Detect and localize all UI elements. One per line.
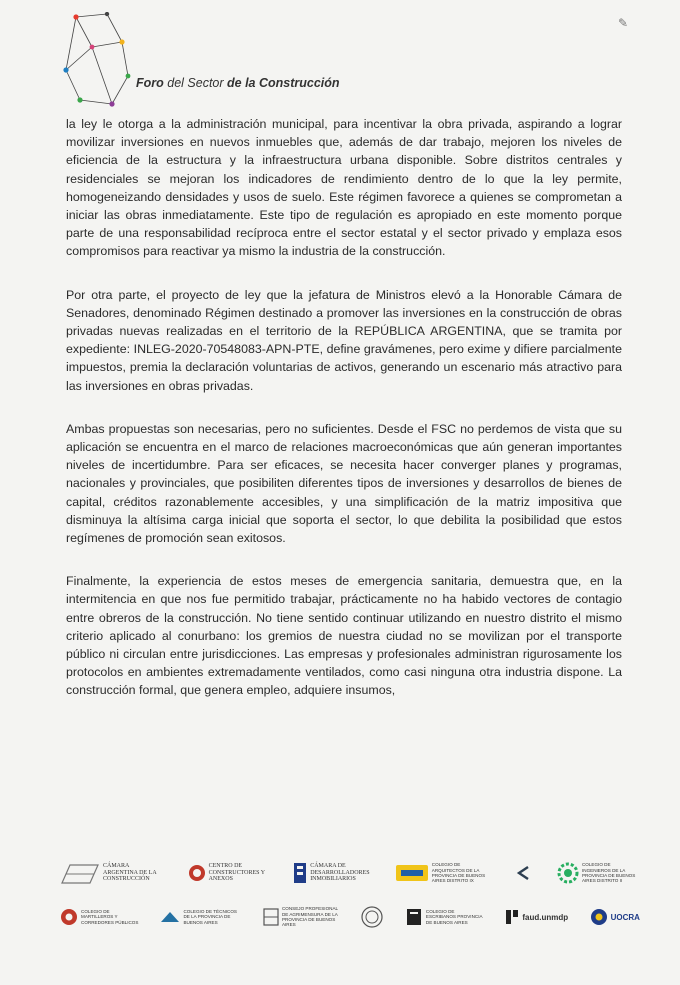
corner-scan-mark-icon: ✎ bbox=[618, 16, 629, 30]
org-name-camarco: CÁMARA ARGENTINA DE LA CONSTRUCCIÓN bbox=[103, 863, 157, 883]
org-logo-seal bbox=[361, 906, 383, 928]
org-name-uocra: UOCRA bbox=[610, 912, 640, 922]
member-logos-row-2 bbox=[60, 899, 640, 935]
martilleros-emblem-icon bbox=[60, 908, 78, 926]
org-name-martilleros: COLEGIO DE MARTILLEROS Y CORREDORES PÚBLICOS bbox=[81, 908, 139, 925]
member-logos-row-1 bbox=[60, 855, 640, 891]
camarco-emblem-icon bbox=[60, 861, 100, 885]
org-name-agrimensura: CONSEJO PROFESIONAL DE AGRIMENSURA DE LA PROVINCIA DE BUENOS AIRES bbox=[281, 906, 338, 928]
org-name-escribanos: COLEGIO DE ESCRIBANOS PROVINCIA DE BUENOS AIRES bbox=[425, 908, 483, 925]
org-logo-martilleros bbox=[60, 908, 139, 926]
org-name-cedu: CÁMARA DE DESARROLLADORES INMOBILIARIOS bbox=[310, 863, 370, 883]
paragraph-3: Ambas propuestas son necesarias, pero no suficientes. Desde el FSC no perdemos de vista que su aplicación se encuentra en el marco de relaciones macroeconómicas que aún generan importantes niveles de incertidumbre. Para ser eficaces, se necesita hacer converger planes y programas, nacionales y provinciales, que posibiliten diferentes tipos de inversiones y desarrollos de bienes de capital, créditos razonablemente accesibles, y una simplificación de la matriz impositiva que disminuya la altísima carga inicial que soporta el sector, lo que debilita la posibilidad que estos regímenes de promoción sean exitosos. bbox=[66, 421, 622, 546]
brand-part1: Foro bbox=[136, 76, 164, 90]
org-logo-colegio-ingenieros bbox=[557, 862, 640, 884]
org-logo-faud bbox=[505, 909, 568, 925]
faud-emblem-icon bbox=[505, 909, 519, 925]
escribanos-emblem-icon bbox=[405, 907, 423, 927]
colegio-ingenieros-gear-icon bbox=[557, 862, 579, 884]
org-name-colegio-arquitectos: COLEGIO DE ARQUITECTOS DE LA PROVINCIA DE BUENOS AIRES DISTRITO IX bbox=[431, 862, 486, 884]
foro-logo-graphic bbox=[62, 12, 142, 112]
cedu-emblem-icon bbox=[293, 862, 307, 884]
member-logos-footer bbox=[60, 855, 640, 943]
centro-constructores-emblem-icon bbox=[188, 864, 206, 882]
uocra-emblem-icon bbox=[590, 908, 608, 926]
org-logo-colegio-arquitectos bbox=[395, 862, 490, 884]
letter-body bbox=[66, 115, 622, 725]
org-name-colegio-tecnicos: COLEGIO DE TÉCNICOS DE LA PROVINCIA DE BUENOS AIRES bbox=[183, 908, 237, 925]
colegio-arquitectos-emblem-icon bbox=[395, 863, 429, 883]
foro-logo-text bbox=[136, 76, 340, 90]
org-logo-escribanos bbox=[405, 907, 484, 927]
org-name-faud: faud.unmdp bbox=[522, 912, 569, 922]
brand-part3: de la Construcción bbox=[227, 76, 340, 90]
paragraph-4: Finalmente, la experiencia de estos meses de emergencia sanitaria, demuestra que, en la intermitencia en que nos fue permitido trabajar, prácticamente no ha habido vectores de contagio entre obreros de la construcción. No tiene sentido continuar utilizando en nuestro distrito el mismo criterio aplicado al conurbano: los gremios de nuestra ciudad no se movilizan por el transporte público ni circulan entre jurisdicciones. Las empresas y profesionales administran rigurosamente los protocolos en ambientes extremadamente ventilados, como casi ninguna otra industria dispone. La construcción formal, que genera empleo, adquiere insumos, bbox=[66, 574, 622, 698]
arrow-emblem-icon bbox=[516, 865, 530, 881]
paragraph-1: la ley le otorga a la administración municipal, para incentivar la obra privada, aspirando a lograr movilizar inversiones en nuevos inmuebles que, además de dar trabajo, mejoren los niveles de eficiencia de la estructura y la infraestructura urbana disponible. Sobre distritos centrales y residenciales se mejoran los indicadores de rendimiento dentro de lo que la ley permite, homogeneizando densidades y usos de suelo. Este régimen favorece a quienes se comprometan a iniciar las obras inmediatamente. Este tipo de regulación es apropiado en este momento porque parte de una responsabilidad recíproca entre el sector estatal y el sector privado y emplaza esos compromisos para reactivar ya mismo la industria de la construcción. bbox=[66, 117, 622, 259]
org-logo-arrow bbox=[516, 865, 530, 881]
org-logo-colegio-tecnicos bbox=[160, 909, 241, 925]
colegio-tecnicos-emblem-icon bbox=[160, 910, 180, 924]
org-name-colegio-ingenieros: COLEGIO DE INGENIEROS DE LA PROVINCIA DE BUENOS AIRES DISTRITO II bbox=[581, 862, 636, 884]
org-logo-agrimensura bbox=[263, 906, 340, 928]
seal-emblem-icon bbox=[361, 906, 383, 928]
foro-logo bbox=[62, 12, 362, 112]
org-name-centro-constructores: CENTRO DE CONSTRUCTORES Y ANEXOS bbox=[208, 863, 265, 883]
agrimensura-emblem-icon bbox=[263, 908, 279, 926]
paragraph-2: Por otra parte, el proyecto de ley que la jefatura de Ministros elevó a la Honorable Cámara de Senadores, denominado Régimen destinado a promover las inversiones en la construcción de obras privadas nuevas realizadas en el territorio de la REPÚBLICA ARGENTINA, que se tramita por expediente: INLEG-2020-70548083-APN-PTE, define gravámenes, pero exime y difiere parcialmente impuestos, premia la declaración voluntarias de activos, generando un escenario más atractivo para las inversiones en obras privadas. bbox=[66, 287, 622, 393]
org-logo-uocra bbox=[590, 908, 640, 926]
brand-part2: del Sector bbox=[163, 76, 228, 90]
org-logo-camarco bbox=[60, 861, 161, 885]
org-logo-cedu bbox=[293, 862, 368, 884]
org-logo-centro-constructores bbox=[188, 863, 267, 883]
